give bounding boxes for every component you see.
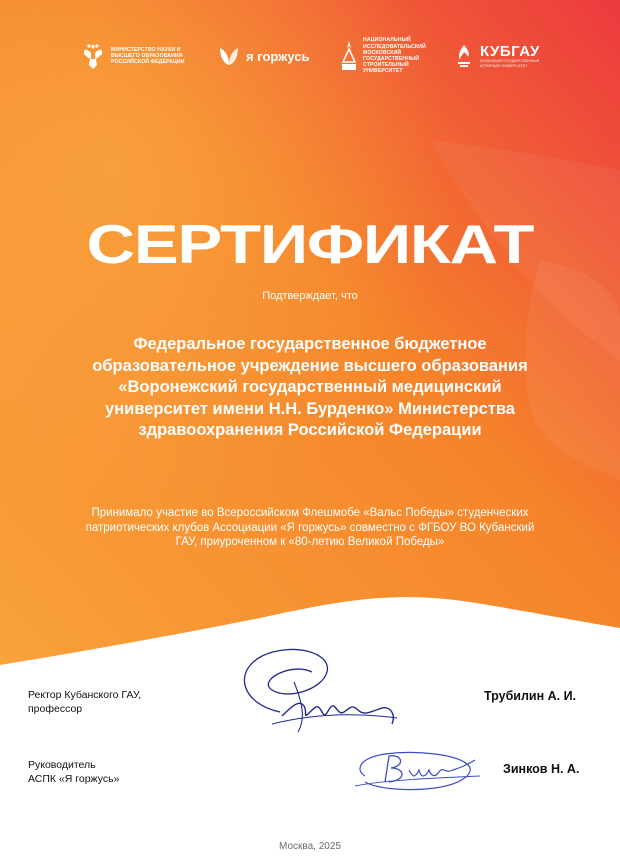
logos-row <box>0 38 620 74</box>
kubgau-flame-icon <box>454 44 474 68</box>
confirms-text: Подтверждает, что <box>262 290 358 302</box>
logo-kubgau-name: КУБГАУ <box>480 43 540 60</box>
signatory-role-2-line1: Руководитель <box>28 759 96 771</box>
signatory-role-2-line2: АСПК «Я горжусь» <box>28 773 120 785</box>
certificate-title: СЕРТИФИКАТ <box>86 213 534 275</box>
logo-kubgau-subtitle: КУБАНСКИЙ ГОСУДАРСТВЕННЫЙ АГРАРНЫЙ УНИВЕРСИТЕТ <box>480 59 540 68</box>
logo-gorzhus <box>218 38 310 74</box>
organization-name: Федеральное государственное бюджетное образовательное учреждение высшего образования «Воронежский государственный медицинский университет имени Н.Н. Бурденко» Министерства здравоохранения Российской Федерации <box>92 335 528 439</box>
gorzhus-leaf-icon <box>218 45 240 67</box>
logo-mgsu <box>340 38 435 74</box>
logo-gorzhus-text: я горжусь <box>246 48 310 64</box>
logo-minobr <box>80 38 195 74</box>
signatory-name-2: Зинков Н. А. <box>503 762 580 776</box>
signatory-role-2 <box>28 758 119 786</box>
logo-minobr-text: МИНИСТЕРСТВО НАУКИ И ВЫСШЕГО ОБРАЗОВАНИЯ РОССИЙСКОЙ ФЕДЕРАЦИИ <box>111 46 185 66</box>
logo-mgsu-text: НАЦИОНАЛЬНЫЙ ИССЛЕДОВАТЕЛЬСКИЙ МОСКОВСКИЙ ГОСУДАРСТВЕННЫЙ СТРОИТЕЛЬНЫЙ УНИВЕРСИТЕТ <box>363 37 426 75</box>
signature-1 <box>232 642 407 742</box>
logo-kubgau <box>454 38 540 74</box>
participation-description: Принимало участие во Всероссийском Флешмобе «Вальс Победы» студенческих патриотических клубов Ассоциации «Я горжусь» совместно с ФГБОУ ВО Кубанский ГАУ, приуроченном к «80-летию Великой Победы» <box>85 507 535 548</box>
mgsu-emblem-icon <box>340 40 358 72</box>
signature-2 <box>345 742 485 798</box>
signatory-role-1-line1: Ректор Кубанского ГАУ, <box>28 689 142 701</box>
signatory-role-1 <box>28 688 141 716</box>
signatory-name-1: Трубилин А. И. <box>484 689 577 703</box>
signatory-role-1-line2: профессор <box>28 703 83 715</box>
double-headed-eagle-icon <box>80 41 106 71</box>
place-and-date: Москва, 2025 <box>279 841 341 852</box>
